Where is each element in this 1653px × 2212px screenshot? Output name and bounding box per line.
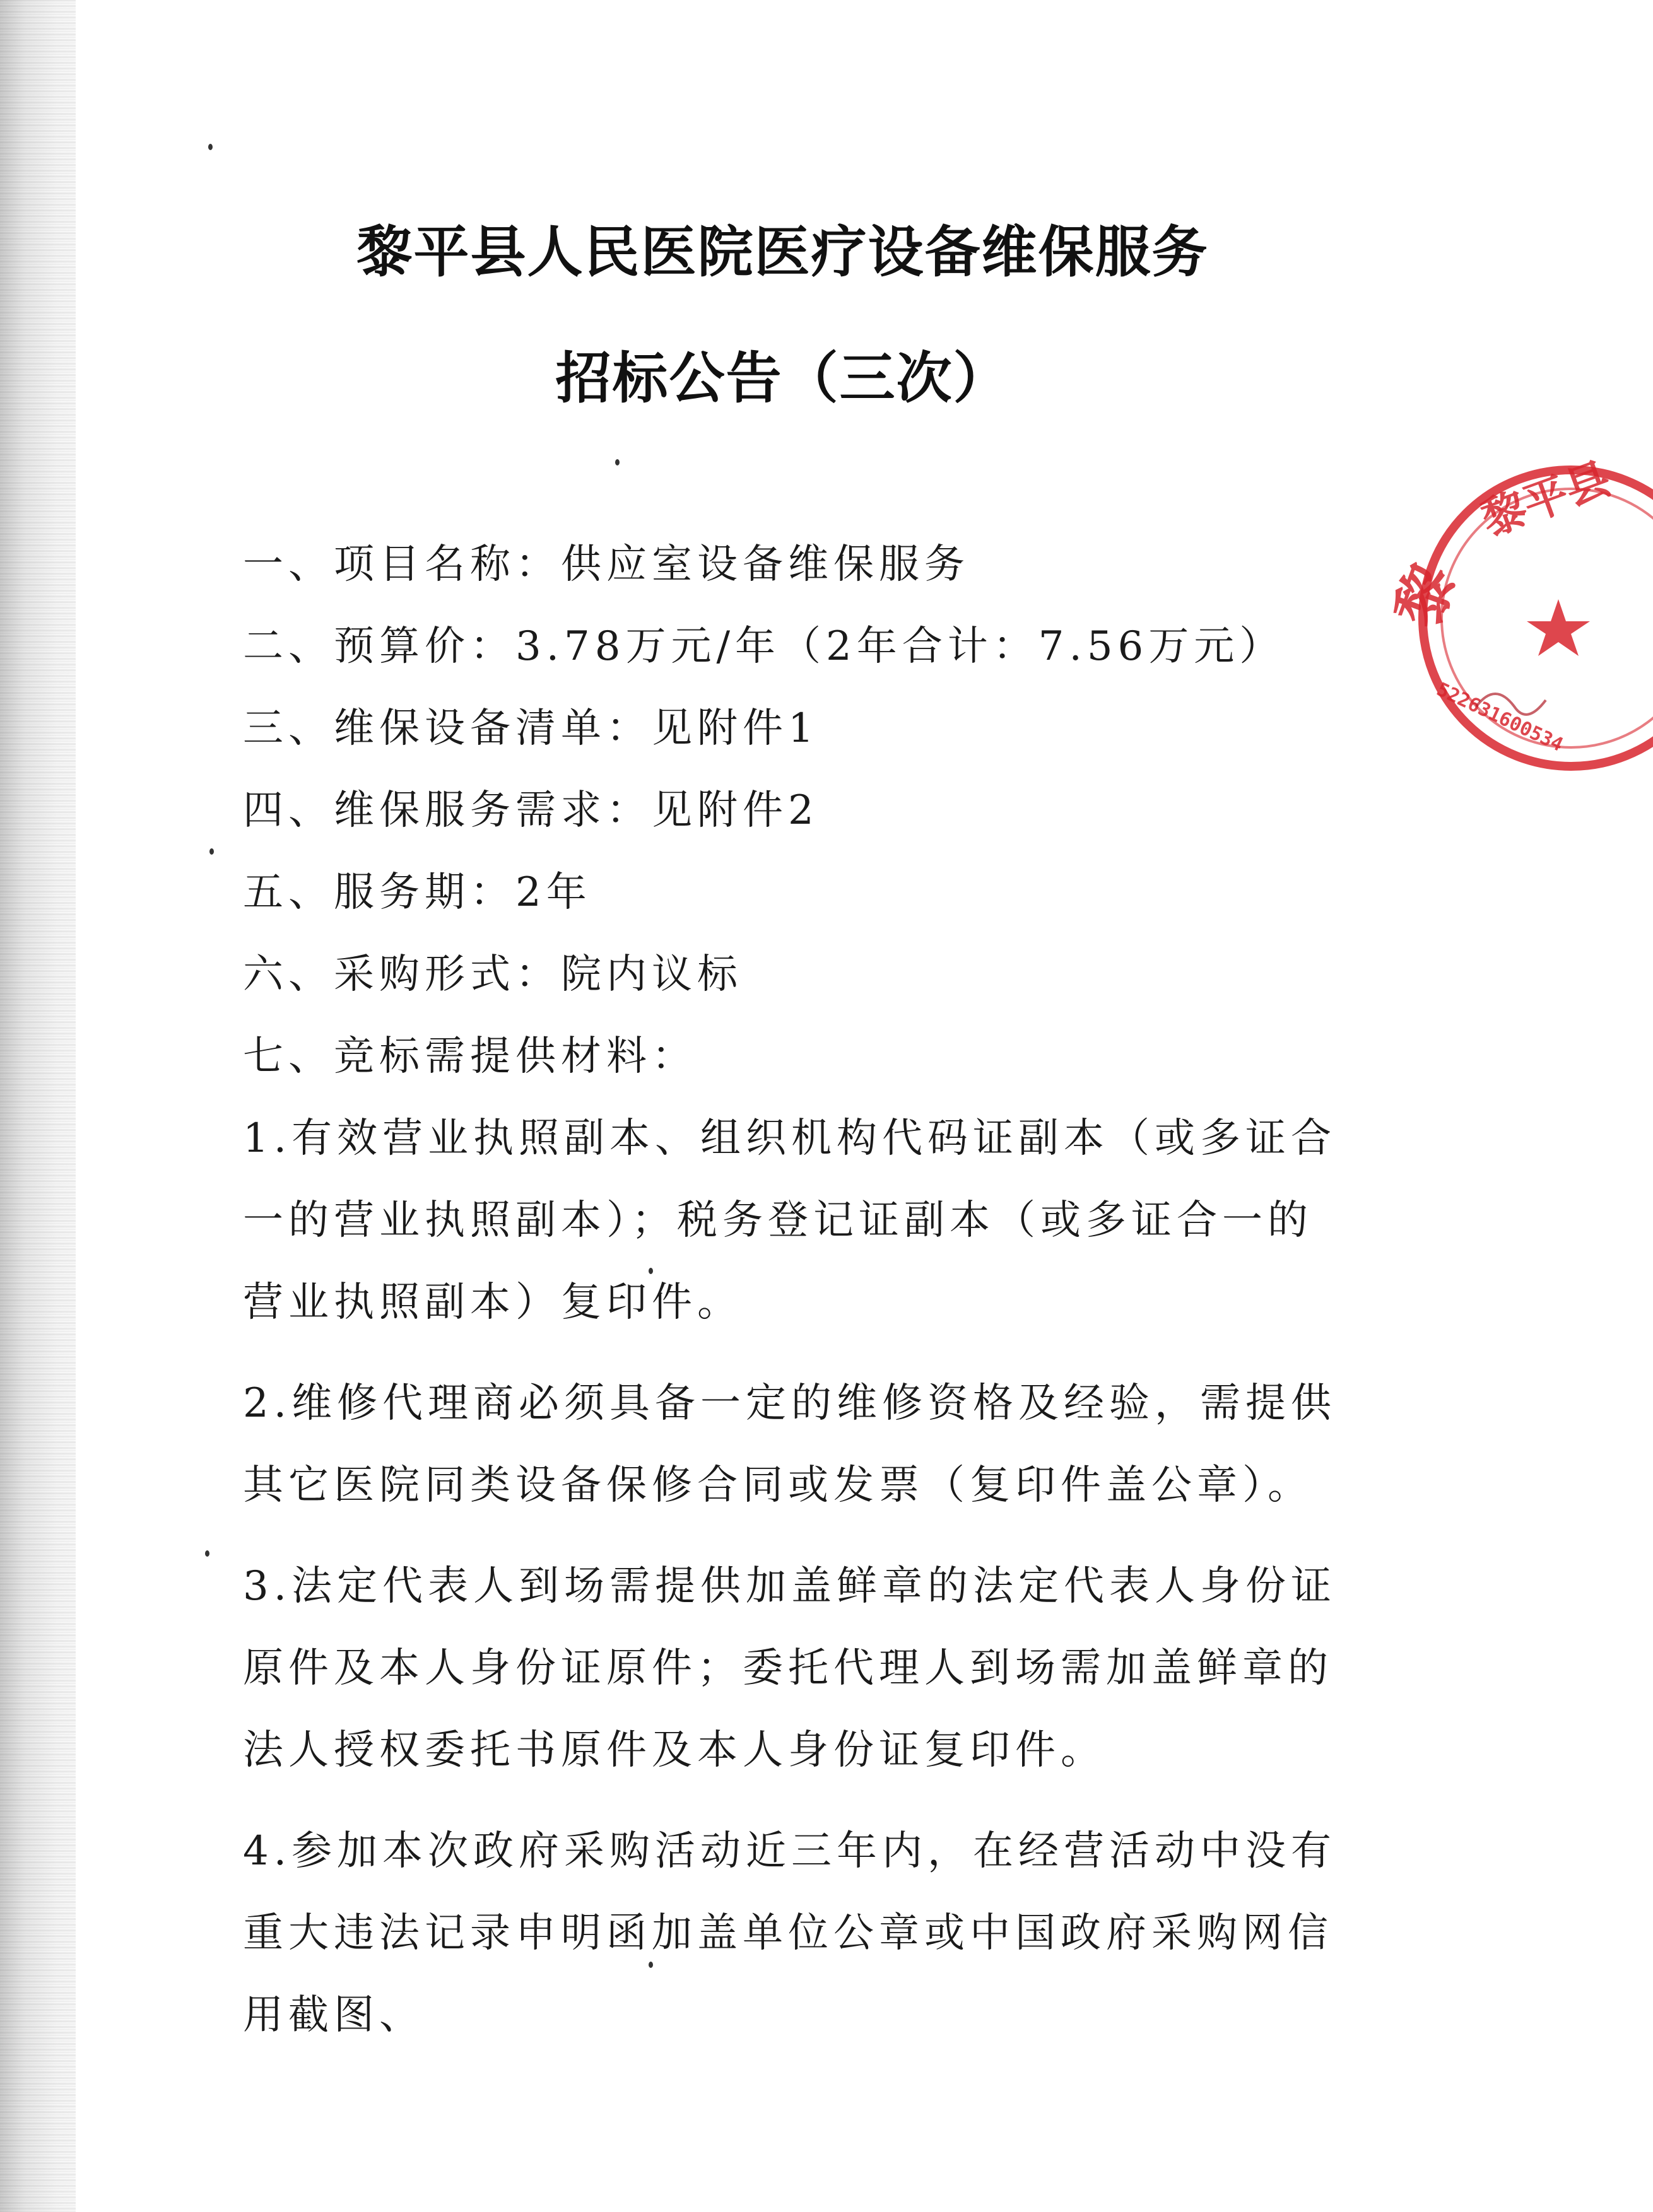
seal-star-icon [1527, 599, 1590, 656]
item-service-period: 五、服务期：2年 [243, 869, 592, 916]
scan-dot [615, 459, 620, 465]
item-project-name: 一、项目名称：供应室设备维保服务 [243, 541, 970, 588]
item-service-requirements: 四、维保服务需求：见附件2 [243, 787, 819, 834]
item-materials-heading: 七、竞标需提供材料： [243, 1033, 697, 1080]
item-procurement-form: 六、采购形式：院内议标 [243, 951, 743, 998]
material-3: 3.法定代表人到场需提供加盖鲜章的法定代表人身份证原件及本人身份证原件；委托代理人到场需加盖鲜章的法人授权委托书原件及本人身份证复印件。 [243, 1563, 1337, 1774]
scan-dot [205, 1550, 209, 1557]
document-title-line-1: 黎平县人民医院医疗设备维保服务 [356, 219, 1209, 284]
document-title-line-2: 招标公告（三次） [555, 346, 1010, 411]
scan-dot [649, 1962, 653, 1968]
seal-number: 522631600534 [1433, 678, 1567, 756]
material-1: 1.有效营业执照副本、组织机构代码证副本（或多证合一的营业执照副本）；税务登记证副本（或多证合一的营业执照副本）复印件。 [243, 1115, 1337, 1326]
official-seal-stamp [1384, 442, 1653, 795]
material-2: 2.维修代理商必须具备一定的维修资格及经验，需提供其它医院同类设备保修合同或发票（复印件盖公章）。 [243, 1380, 1337, 1509]
scan-dot [649, 1268, 653, 1274]
material-4: 4.参加本次政府采购活动近三年内，在经营活动中没有重大违法记录申明函加盖单位公章或中国政府采购网信用截图、 [243, 1828, 1337, 2039]
seal-top-text: 黎平县 [1474, 452, 1618, 546]
scan-dot [208, 144, 213, 150]
item-budget: 二、预算价：3.78万元/年（2年合计：7.56万元） [243, 623, 1285, 670]
scan-edge-noise [0, 0, 76, 2212]
scan-dot [209, 848, 214, 855]
seal-side-char: 黎 [1384, 555, 1470, 636]
item-equipment-list: 三、维保设备清单：见附件1 [243, 705, 819, 752]
document-body [243, 524, 1347, 2056]
